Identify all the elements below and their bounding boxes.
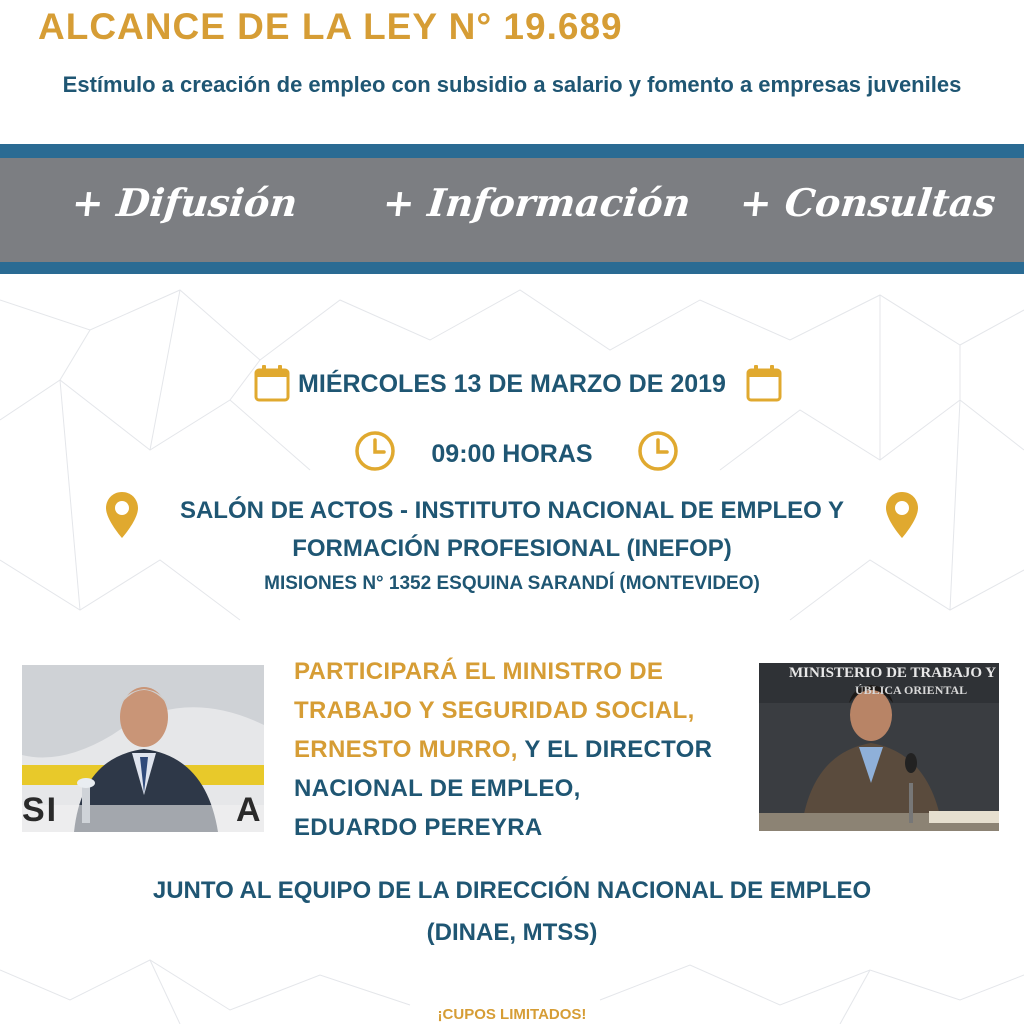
director-name: EDUARDO PEREYRA (294, 814, 543, 841)
participants-line-1: PARTICIPARÁ EL MINISTRO DE (294, 658, 664, 685)
clock-icon (354, 430, 396, 472)
page-title: ALCANCE DE LA LEY N° 19.689 (38, 6, 623, 47)
participants-line-2: TRABAJO Y SEGURIDAD SOCIAL, (294, 697, 695, 724)
participants-line-3 (294, 736, 712, 764)
banner-item-informacion: + Información (380, 180, 693, 225)
banner-top-stripe (0, 144, 1024, 158)
photo-left-backdrop-text: SI (22, 791, 59, 829)
photo-minister (22, 665, 264, 832)
banner-item-difusion: + Difusión (69, 180, 300, 225)
photo-right-sign-text-2: ÚBLICA ORIENTAL (855, 683, 968, 697)
venue-line-2: FORMACIÓN PROFESIONAL (INEFOP) (292, 535, 732, 562)
event-time: 09:00 HORAS (431, 440, 593, 468)
location-pin-icon (104, 490, 140, 540)
photo-left-backdrop-text-2: A (236, 791, 261, 829)
photo-director (759, 663, 999, 831)
limited-seats-note: ¡CUPOS LIMITADOS! (437, 1006, 587, 1023)
location-pin-icon-right (884, 490, 920, 540)
venue-address: MISIONES N° 1352 ESQUINA SARANDÍ (MONTEVIDEO) (264, 573, 760, 594)
photo-right-sign-text: MINISTERIO DE TRABAJO Y (789, 665, 997, 681)
minister-name: ERNESTO MURRO, (294, 736, 518, 763)
banner-item-consultas: + Consultas (737, 180, 998, 225)
team-line-1: JUNTO AL EQUIPO DE LA DIRECCIÓN NACIONAL DE EMPLEO (152, 877, 872, 904)
calendar-icon-right (746, 364, 782, 402)
event-date: MIÉRCOLES 13 DE MARZO DE 2019 (298, 370, 726, 398)
team-line-2: (DINAE, MTSS) (426, 919, 598, 946)
banner-bottom-stripe (0, 262, 1024, 274)
calendar-icon (254, 364, 290, 402)
participants-connector: Y EL DIRECTOR (517, 736, 713, 763)
clock-icon-right (637, 430, 679, 472)
venue-line-1: SALÓN DE ACTOS - INSTITUTO NACIONAL DE EMPLEO Y (179, 497, 845, 524)
page-subtitle: Estímulo a creación de empleo con subsidio a salario y fomento a empresas juveniles (62, 72, 962, 97)
participants-line-4: NACIONAL DE EMPLEO, (294, 775, 581, 802)
